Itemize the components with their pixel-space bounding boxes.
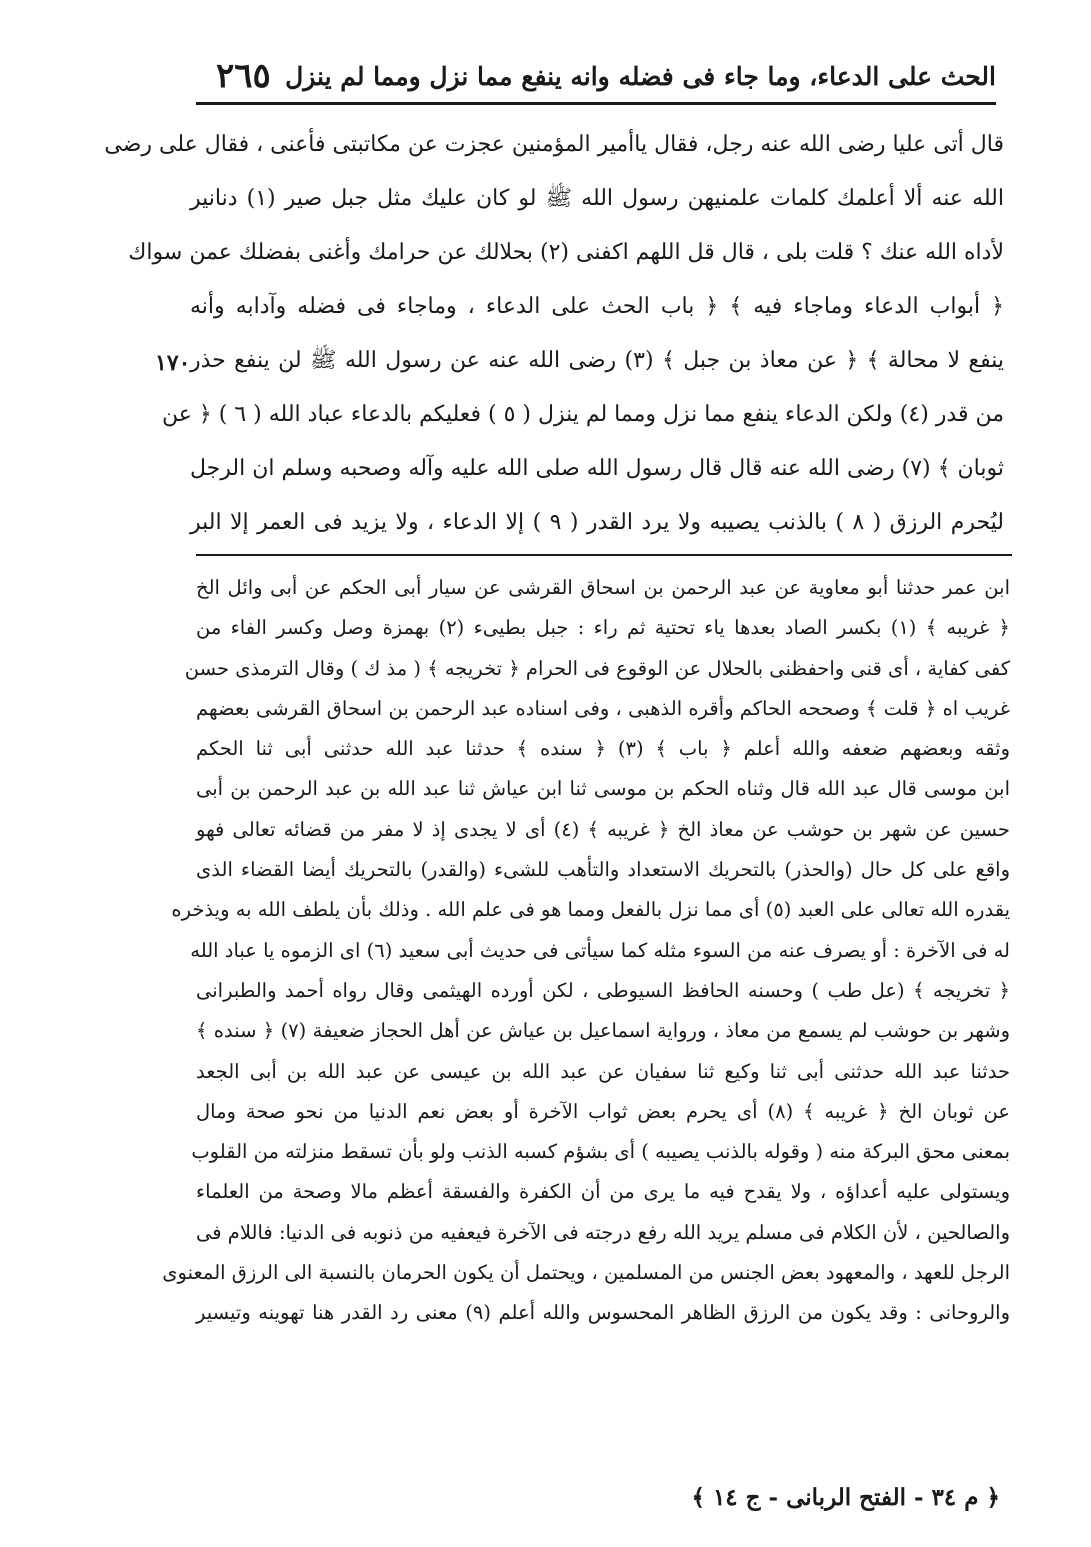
- footnote-separator: [196, 554, 1012, 556]
- main-line: من قدر (٤) ولكن الدعاء ينفع مما نزل ومما لم ينزل ( ٥ ) فعليكم بالدعاء عباد الله ( ٦ ) ﴿ عن: [162, 402, 1004, 427]
- signature-footer: ﴿ م ٣٤ - الفتح الربانى - ج ١٤ ﴾: [691, 1484, 1000, 1511]
- note-line: غريب اه ﴿ قلت ﴾ وصححه الحاكم وأقره الذهبى ، وفى اسناده عبد الرحمن بن اسحاق القرشى بعضهم: [196, 696, 1010, 720]
- main-line: قال أتى عليا رضى الله عنه رجل، فقال ياأمير المؤمنين عجزت عن مكاتبتى فأعنى ، فقال على رضى: [104, 132, 1004, 157]
- note-line: والصالحين ، لأن الكلام فى مسلم يريد الله رفع درجته فى الآخرة فيعفيه من ذنوبه فى الدنيا: فاللام فى: [196, 1220, 1010, 1244]
- note-line: يقدره الله تعالى على العبد (٥) أى مما نزل بالفعل ومما هو فى علم الله . وذلك بأن يلطف الله به ويذخره: [171, 898, 1010, 922]
- note-line: ﴿ تخريجه ﴾ (عل طب ) وحسنه الحافظ السيوطى ، لكن أورده الهيثمى وقال رواه أحمد والطبرانى: [196, 978, 1010, 1002]
- running-title: الحث على الدعاء، وما جاء فى فضله وانه ينفع مما نزل ومما لم ينزل: [285, 61, 996, 91]
- note-line: حسين عن شهر بن حوشب عن معاذ الخ ﴿ غريبه ﴾ (٤) أى لا يجدى إذ لا مفر من قضائه تعالى فهو: [196, 817, 1010, 841]
- note-line: له فى الآخرة : أو يصرف عنه من السوء مثله كما سيأتى فى حديث أبى سعيد (٦) اى الزموه يا عباد الله: [190, 938, 1010, 962]
- note-line: بمعنى محق البركة منه ( وقوله بالذنب يصيبه ) أى بشؤم كسبه الذنب ولو بأن تسقط منزلته من القلوب: [191, 1140, 1010, 1164]
- note-line: ويستولى عليه أعداؤه ، ولا يقدح فيه ما يرى من أن الكفرة والفسقة أعظم مالا وصحة من العلماء: [196, 1180, 1010, 1204]
- note-line: واقع على كل حال (والحذر) بالتحريك الاستعداد والتأهب للشىء (والقدر) بالتحريك أيضا القضاء الذى: [196, 858, 1010, 882]
- main-line: لأداه الله عنك ؟ قلت بلى ، قال قل اللهم اكفنى (٢) بحلالك عن حرامك وأغنى بفضلك عمن سواك: [128, 240, 1004, 265]
- chapter-heading-line: ﴿ أبواب الدعاء وماجاء فيه ﴾ ﴿ باب الحث على الدعاء ، وماجاء فى فضله وآدابه وأنه: [190, 294, 1004, 319]
- footnotes: [162, 568, 1010, 1334]
- main-line: ثوبان ﴾ (٧) رضى الله عنه قال قال رسول الله صلى الله عليه وآله وصحبه وسلم ان الرجل: [190, 456, 1004, 481]
- note-line: حدثنا عبد الله حدثنى أبى ثنا وكيع ثنا سفيان عن عبد الله بن عيسى عن عبد الله بن أبى الجعد: [196, 1059, 1010, 1083]
- note-line: الرجل للعهد ، والمعهود بعض الجنس من المسلمين ، ويحتمل أن يكون الحرمان بالنسبة الى الرزق المعنوى: [162, 1261, 1010, 1285]
- note-line: والروحانى : وقد يكون من الرزق الظاهر المحسوس والله أعلم (٩) معنى رد القدر هنا تهوينه وتيسير: [196, 1301, 1010, 1325]
- note-line: عن ثوبان الخ ﴿ غريبه ﴾ (٨) أى يحرم بعض ثواب الآخرة أو بعض نعم الدنيا من نحو صحة ومال: [196, 1099, 1010, 1123]
- main-line: ينفع لا محالة ﴾ ﴿ عن معاذ بن جبل ﴾ (٣) رضى الله عنه عن رسول الله ﷺ لن ينفع حذر: [190, 348, 1005, 373]
- header-rule: [196, 102, 996, 105]
- page-number: ٢٦٥: [216, 56, 271, 96]
- note-line: وثقه وبعضهم ضعفه والله أعلم ﴿ باب ﴾ (٣) ﴿ سنده ﴾ حدثنا عبد الله حدثنى أبى ثنا الحكم: [196, 737, 1010, 761]
- main-line: الله عنه ألا أعلمك كلمات علمنيهن رسول الله ﷺ لو كان عليك مثل جبل صير (١) دنانير: [190, 186, 1004, 211]
- note-line: ابن عمر حدثنا أبو معاوية عن عبد الرحمن بن اسحاق القرشى عن سيار أبى الحكم عن أبى وائل الخ: [196, 576, 1010, 599]
- note-line: ﴿ غريبه ﴾ (١) بكسر الصاد بعدها ياء تحتية ثم راء : جبل بطيىء (٢) بهمزة وصل وكسر الفاء من: [196, 616, 1010, 640]
- note-line: وشهر بن حوشب لم يسمع من معاذ ، ورواية اسماعيل بن عياش عن أهل الحجاز ضعيفة (٧) ﴿ سنده ﴾: [196, 1019, 1010, 1043]
- main-line: ليُحرم الرزق ( ٨ ) بالذنب يصيبه ولا يرد القدر ( ٩ ) إلا الدعاء ، ولا يزيد فى العمر إلا البر: [190, 510, 1004, 535]
- page-header: [196, 52, 996, 100]
- hadith-margin-number: ١٧٠: [155, 350, 191, 376]
- note-line: ابن موسى قال عبد الله قال وثناه الحكم بن موسى ثنا ابن عياش ثنا عبد الله بن عبد الرحمن بن أبى: [196, 777, 1010, 801]
- note-line: كفى كفاية ، أى قنى واحفظنى بالحلال عن الوقوع فى الحرام ﴿ تخريجه ﴾ ( مذ ك ) وقال الترمذى حسن: [184, 656, 1010, 680]
